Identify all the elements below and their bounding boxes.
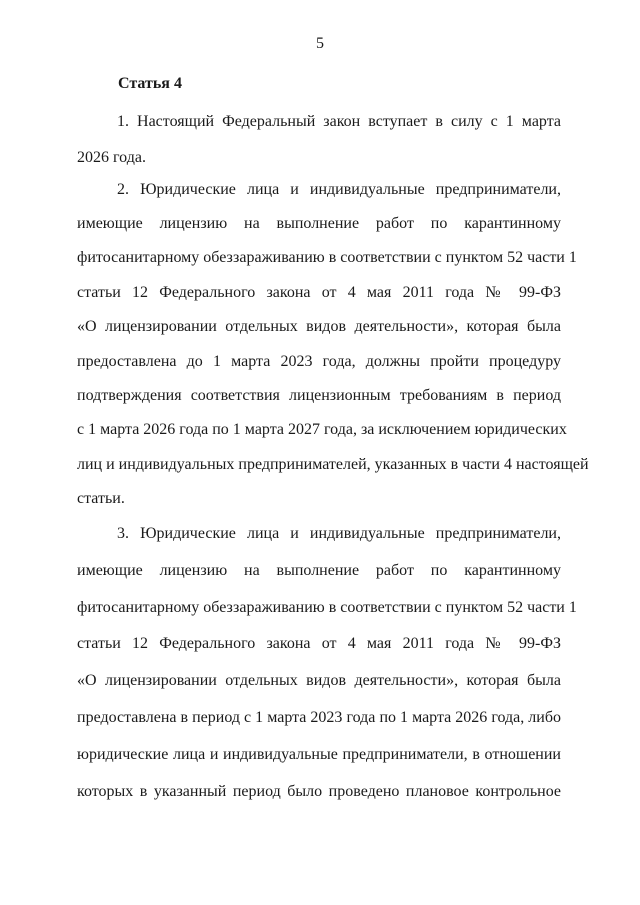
text-line: 2026 года. [77,149,146,166]
article-heading: Статья 4 [118,75,182,92]
text-line: юридические лица и индивидуальные предприниматели, в отношении [77,746,561,763]
text-line: имеющие лицензию на выполнение работ по карантинному [77,215,561,232]
text-line: с 1 марта 2026 года по 1 марта 2027 года, за исключением юридических [77,421,567,438]
text-line: которых в указанный период было проведено плановое контрольное [77,783,561,800]
text-line: статьи. [77,490,125,507]
text-line: лиц и индивидуальных предпринимателей, указанных в части 4 настоящей [77,456,589,473]
text-line: статьи 12 Федерального закона от 4 мая 2011 года № 99-ФЗ [77,284,561,301]
text-line: имеющие лицензию на выполнение работ по карантинному [77,562,561,579]
text-line: предоставлена в период с 1 марта 2023 года по 1 марта 2026 года, либо [77,709,561,726]
text-line: 1. Настоящий Федеральный закон вступает в силу с 1 марта [117,113,561,130]
text-line: подтверждения соответствия лицензионным требованиям в период [77,387,561,404]
text-line: 3. Юридические лица и индивидуальные предприниматели, [117,525,561,542]
text-line: фитосанитарному обеззараживанию в соответствии с пунктом 52 части 1 [77,599,577,616]
text-line: статьи 12 Федерального закона от 4 мая 2011 года № 99-ФЗ [77,635,561,652]
text-line: предоставлена до 1 марта 2023 года, должны пройти процедуру [77,353,561,370]
text-line: «О лицензировании отдельных видов деятельности», которая была [77,672,561,689]
text-line: 2. Юридические лица и индивидуальные предприниматели, [117,181,561,198]
text-line: «О лицензировании отдельных видов деятельности», которая была [77,318,561,335]
page-number: 5 [316,35,324,52]
text-line: фитосанитарному обеззараживанию в соответствии с пунктом 52 части 1 [77,249,577,266]
